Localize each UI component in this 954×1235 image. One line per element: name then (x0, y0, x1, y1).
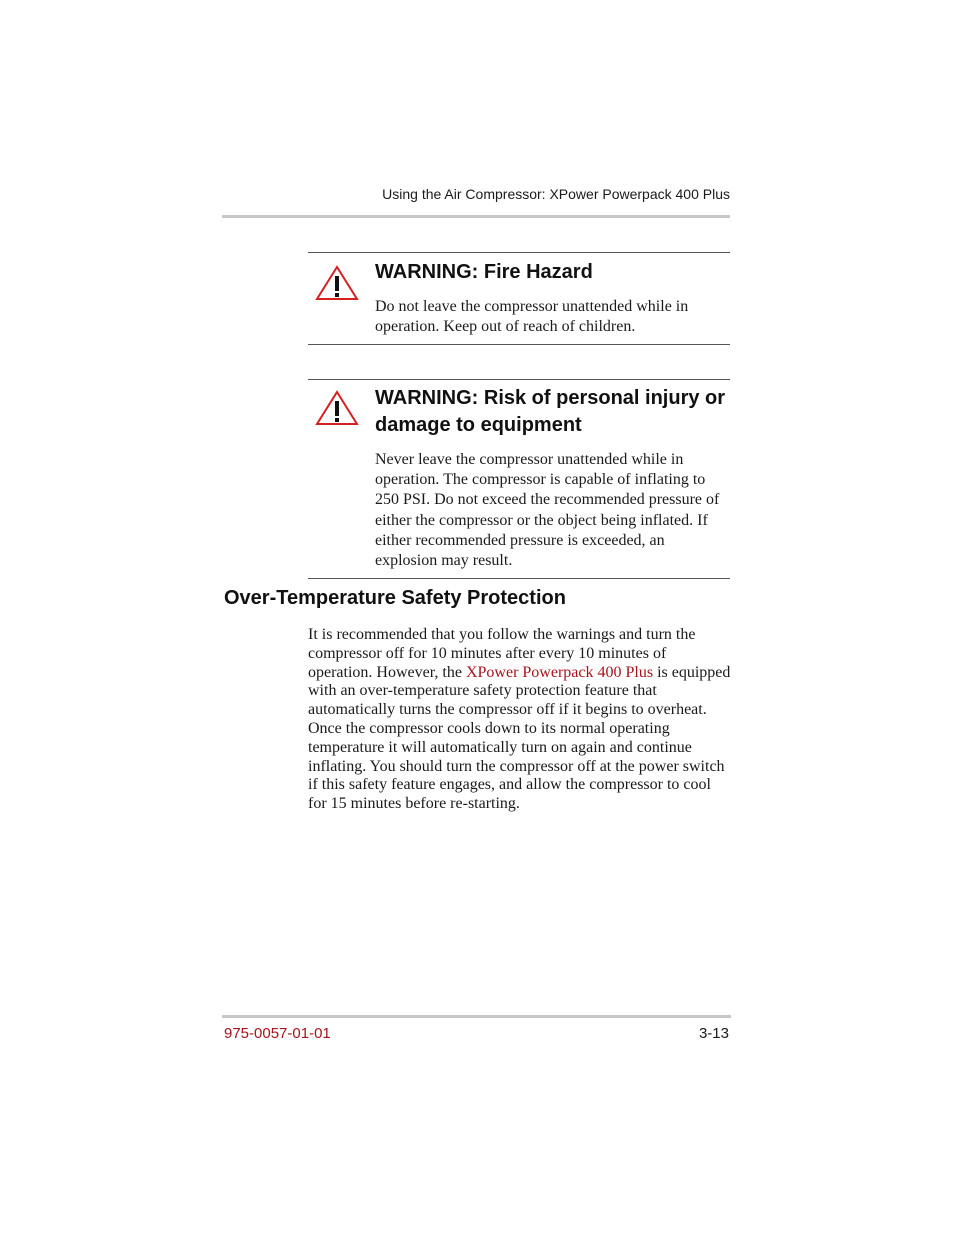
body-paragraph (308, 626, 732, 814)
warning-fire-hazard (308, 252, 730, 345)
warning-triangle-icon (315, 265, 359, 301)
page-number: 3-13 (698, 1025, 729, 1042)
footer-divider (222, 1015, 731, 1018)
warning-title: WARNING: Fire Hazard (375, 261, 593, 283)
body-text-end: is equipped with an over-temperature safety protection feature that automatically turns the compressor off if it begins to overheat. Once the compressor cools down to its normal operating temperature it will automatically turn on again and continue inflating. You should turn the compressor off at the power switch if this safety feature engages, and allow the compressor to cool for 15 minutes before re-starting. (308, 663, 731, 813)
section-heading: Over-Temperature Safety Protection (224, 587, 566, 609)
warning-title: WARNING: Risk of personal injury or damage to equipment (375, 387, 726, 436)
body-text-start: It is recommended that you follow the warnings and turn the compressor off for 10 minutes after every 10 minutes of operation. However, the (308, 626, 696, 681)
warning-text: Never leave the compressor unattended while in operation. The compressor is capable of inflating to 250 PSI. Do not exceed the recommended pressure of either the compressor or the object being inflated. If either recommended pressure is exceeded, an explosion may result. (375, 451, 720, 570)
warning-text: Do not leave the compressor unattended while in operation. Keep out of reach of children. (375, 298, 689, 336)
warning-triangle-icon (315, 390, 359, 426)
running-header: Using the Air Compressor: XPower Powerpack 400 Plus (382, 186, 730, 202)
document-number: 975-0057-01-01 (224, 1025, 331, 1042)
header-divider (222, 215, 730, 218)
product-link[interactable]: XPower Powerpack 400 Plus (465, 663, 654, 681)
warning-personal-injury (308, 379, 730, 579)
